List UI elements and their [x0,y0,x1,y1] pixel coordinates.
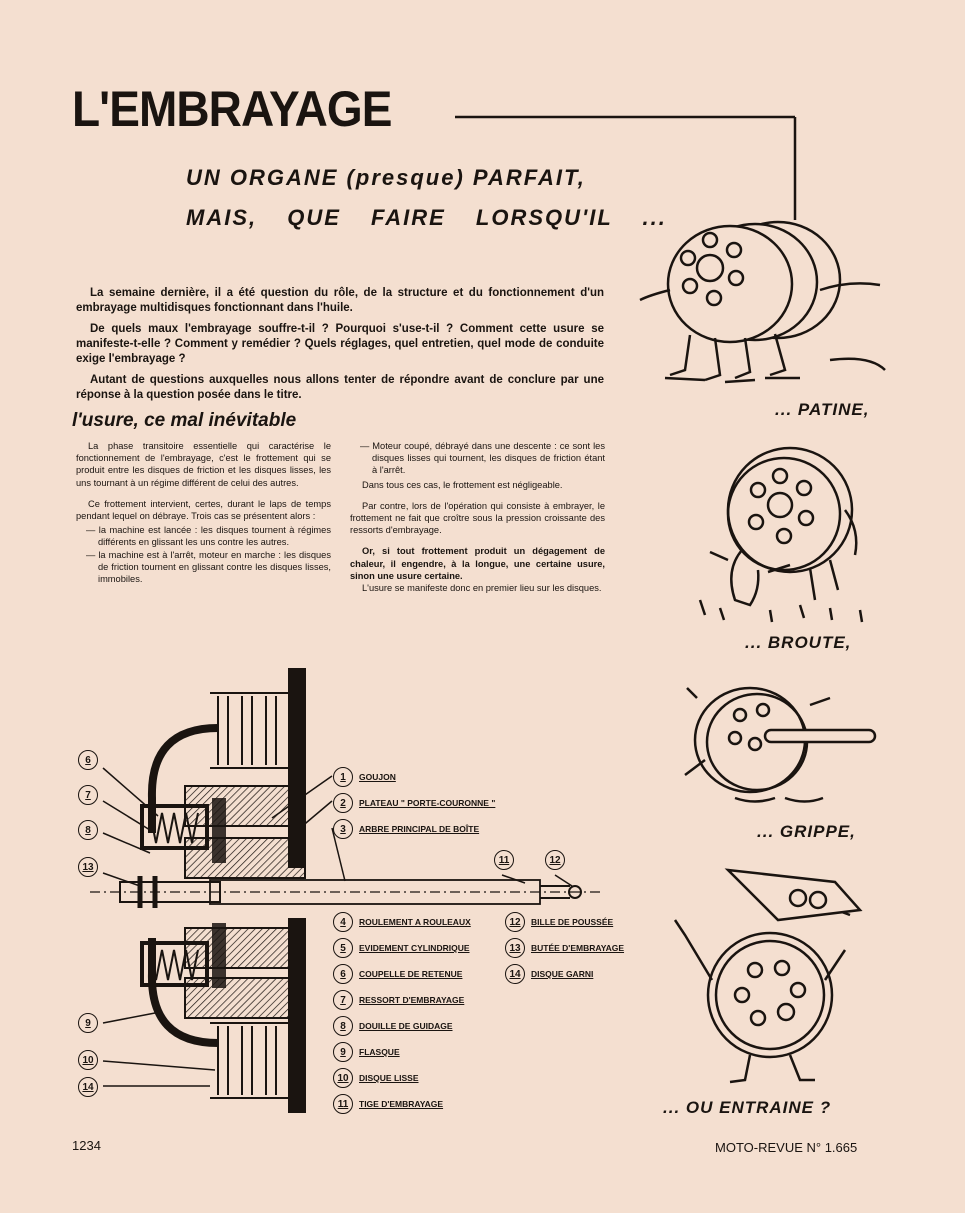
body-paragraph: Dans tous ces cas, le frottement est négligeable. [362,479,563,490]
intro-paragraph: Autant de questions auxquelles nous allons tenter de répondre avant de conclure par une réponse à la question posée dans le titre. [76,374,604,401]
legend-item: 3 ARBRE PRINCIPAL DE BOÎTE [333,816,495,842]
text-column-2 [350,440,605,603]
legend-item: 1 GOUJON [333,764,495,790]
legend-column-3 [505,909,624,987]
diagram-callout: 13 [78,857,98,877]
diagram-callout: 9 [78,1013,98,1033]
body-paragraph: Ce frottement intervient, certes, durant le laps de temps pendant lequel on débraye. Trois cas se présentent alors : [76,498,331,522]
caption-grippe: ... GRIPPE, [757,822,856,841]
page-title: L'EMBRAYAGE [72,81,392,137]
list-item: — la machine est à l'arrêt, moteur en marche : les disques de friction tournent en glissant contre les disques lisses, immobiles. [86,549,331,585]
case-list [350,440,605,477]
diagram-callout: 6 [78,750,98,770]
diagram-callout: 11 [494,850,514,870]
diagram-callout: 8 [78,820,98,840]
legend-item: 13 BUTÉE D'EMBRAYAGE [505,935,624,961]
legend-item: 14 DISQUE GARNI [505,961,624,987]
legend-item: 8 DOUILLE DE GUIDAGE [333,1013,471,1039]
diagram-callout: 12 [545,850,565,870]
page-number: 1234 [72,1138,101,1153]
cartoon-grippe-illustration [675,680,890,810]
legend-item: 5 EVIDEMENT CYLINDRIQUE [333,935,471,961]
intro-paragraph: La semaine dernière, il a été question du rôle, de la structure et du fonctionnement d'un embrayage multidisques fonctionnant dans l'huile. [76,287,604,314]
body-paragraph: Or, si tout frottement produit un dégagement de chaleur, il engendre, à la longue, une certaine usure, sinon une usure certaine. [350,546,605,581]
body-paragraph: Par contre, lors de l'opération qui consiste à embrayer, le frottement ne fait que croître sous la pression croissante des ressorts d'embrayage. [350,500,605,536]
cartoon-patine-illustration [630,210,900,390]
caption-entraine: ... OU ENTRAINE ? [663,1098,832,1117]
section-heading: l'usure, ce mal inévitable [72,410,297,431]
caption-patine: ... PATINE, [775,400,870,419]
body-paragraph: L'usure se manifeste donc en premier lieu sur les disques. [362,583,602,594]
body-paragraph: La phase transitoire essentielle qui caractérise le fonctionnement de l'embrayage, c'est le frottement qui se produit entre les disques de friction et les disques lisses, les uns tournant à un régime différent de celui des autres. [76,441,331,488]
cartoon-entraine-illustration [660,860,890,1095]
intro-block [76,286,604,409]
list-item: — la machine est lancée : les disques tournent à régimes différents en glissant les uns contre les autres. [86,525,331,548]
legend-item: 2 PLATEAU " PORTE-COURONNE " [333,790,495,816]
legend-column-1 [333,764,495,842]
legend-item: 6 COUPELLE DE RETENUE [333,961,471,987]
list-item: — Moteur coupé, débrayé dans une descente : ce sont les disques lisses qui tournent, les disques de friction étant à l'arrêt. [360,441,605,476]
legend-item: 11 TIGE D'EMBRAYAGE [333,1091,471,1117]
legend-item: 9 FLASQUE [333,1039,471,1065]
diagram-callout: 10 [78,1050,98,1070]
diagram-callout: 7 [78,785,98,805]
cartoon-broute-illustration [680,440,890,630]
legend-item: 7 RESSORT D'EMBRAYAGE [333,987,471,1013]
magazine-issue: MOTO-REVUE N° 1.665 [715,1140,858,1155]
legend-item: 12 BILLE DE POUSSÉE [505,909,624,935]
case-list [76,524,331,585]
text-column-1 [76,440,331,594]
subtitle-line-1: UN ORGANE (presque) PARFAIT, [186,165,586,190]
legend-column-2 [333,909,471,1117]
intro-paragraph: De quels maux l'embrayage souffre-t-il ? Pourquoi s'use-t-il ? Comment cette usure se manifeste-t-elle ? Comment y remédier ? Quels réglages, quel entretien, quel mode de conduite exige l'embrayage ? [76,323,604,365]
caption-broute: ... BROUTE, [745,633,852,652]
legend-item: 4 ROULEMENT A ROULEAUX [333,909,471,935]
diagram-callout: 14 [78,1077,98,1097]
legend-item: 10 DISQUE LISSE [333,1065,471,1091]
subtitle-line-2: MAIS, QUE FAIRE LORSQU'IL ... [186,205,667,230]
